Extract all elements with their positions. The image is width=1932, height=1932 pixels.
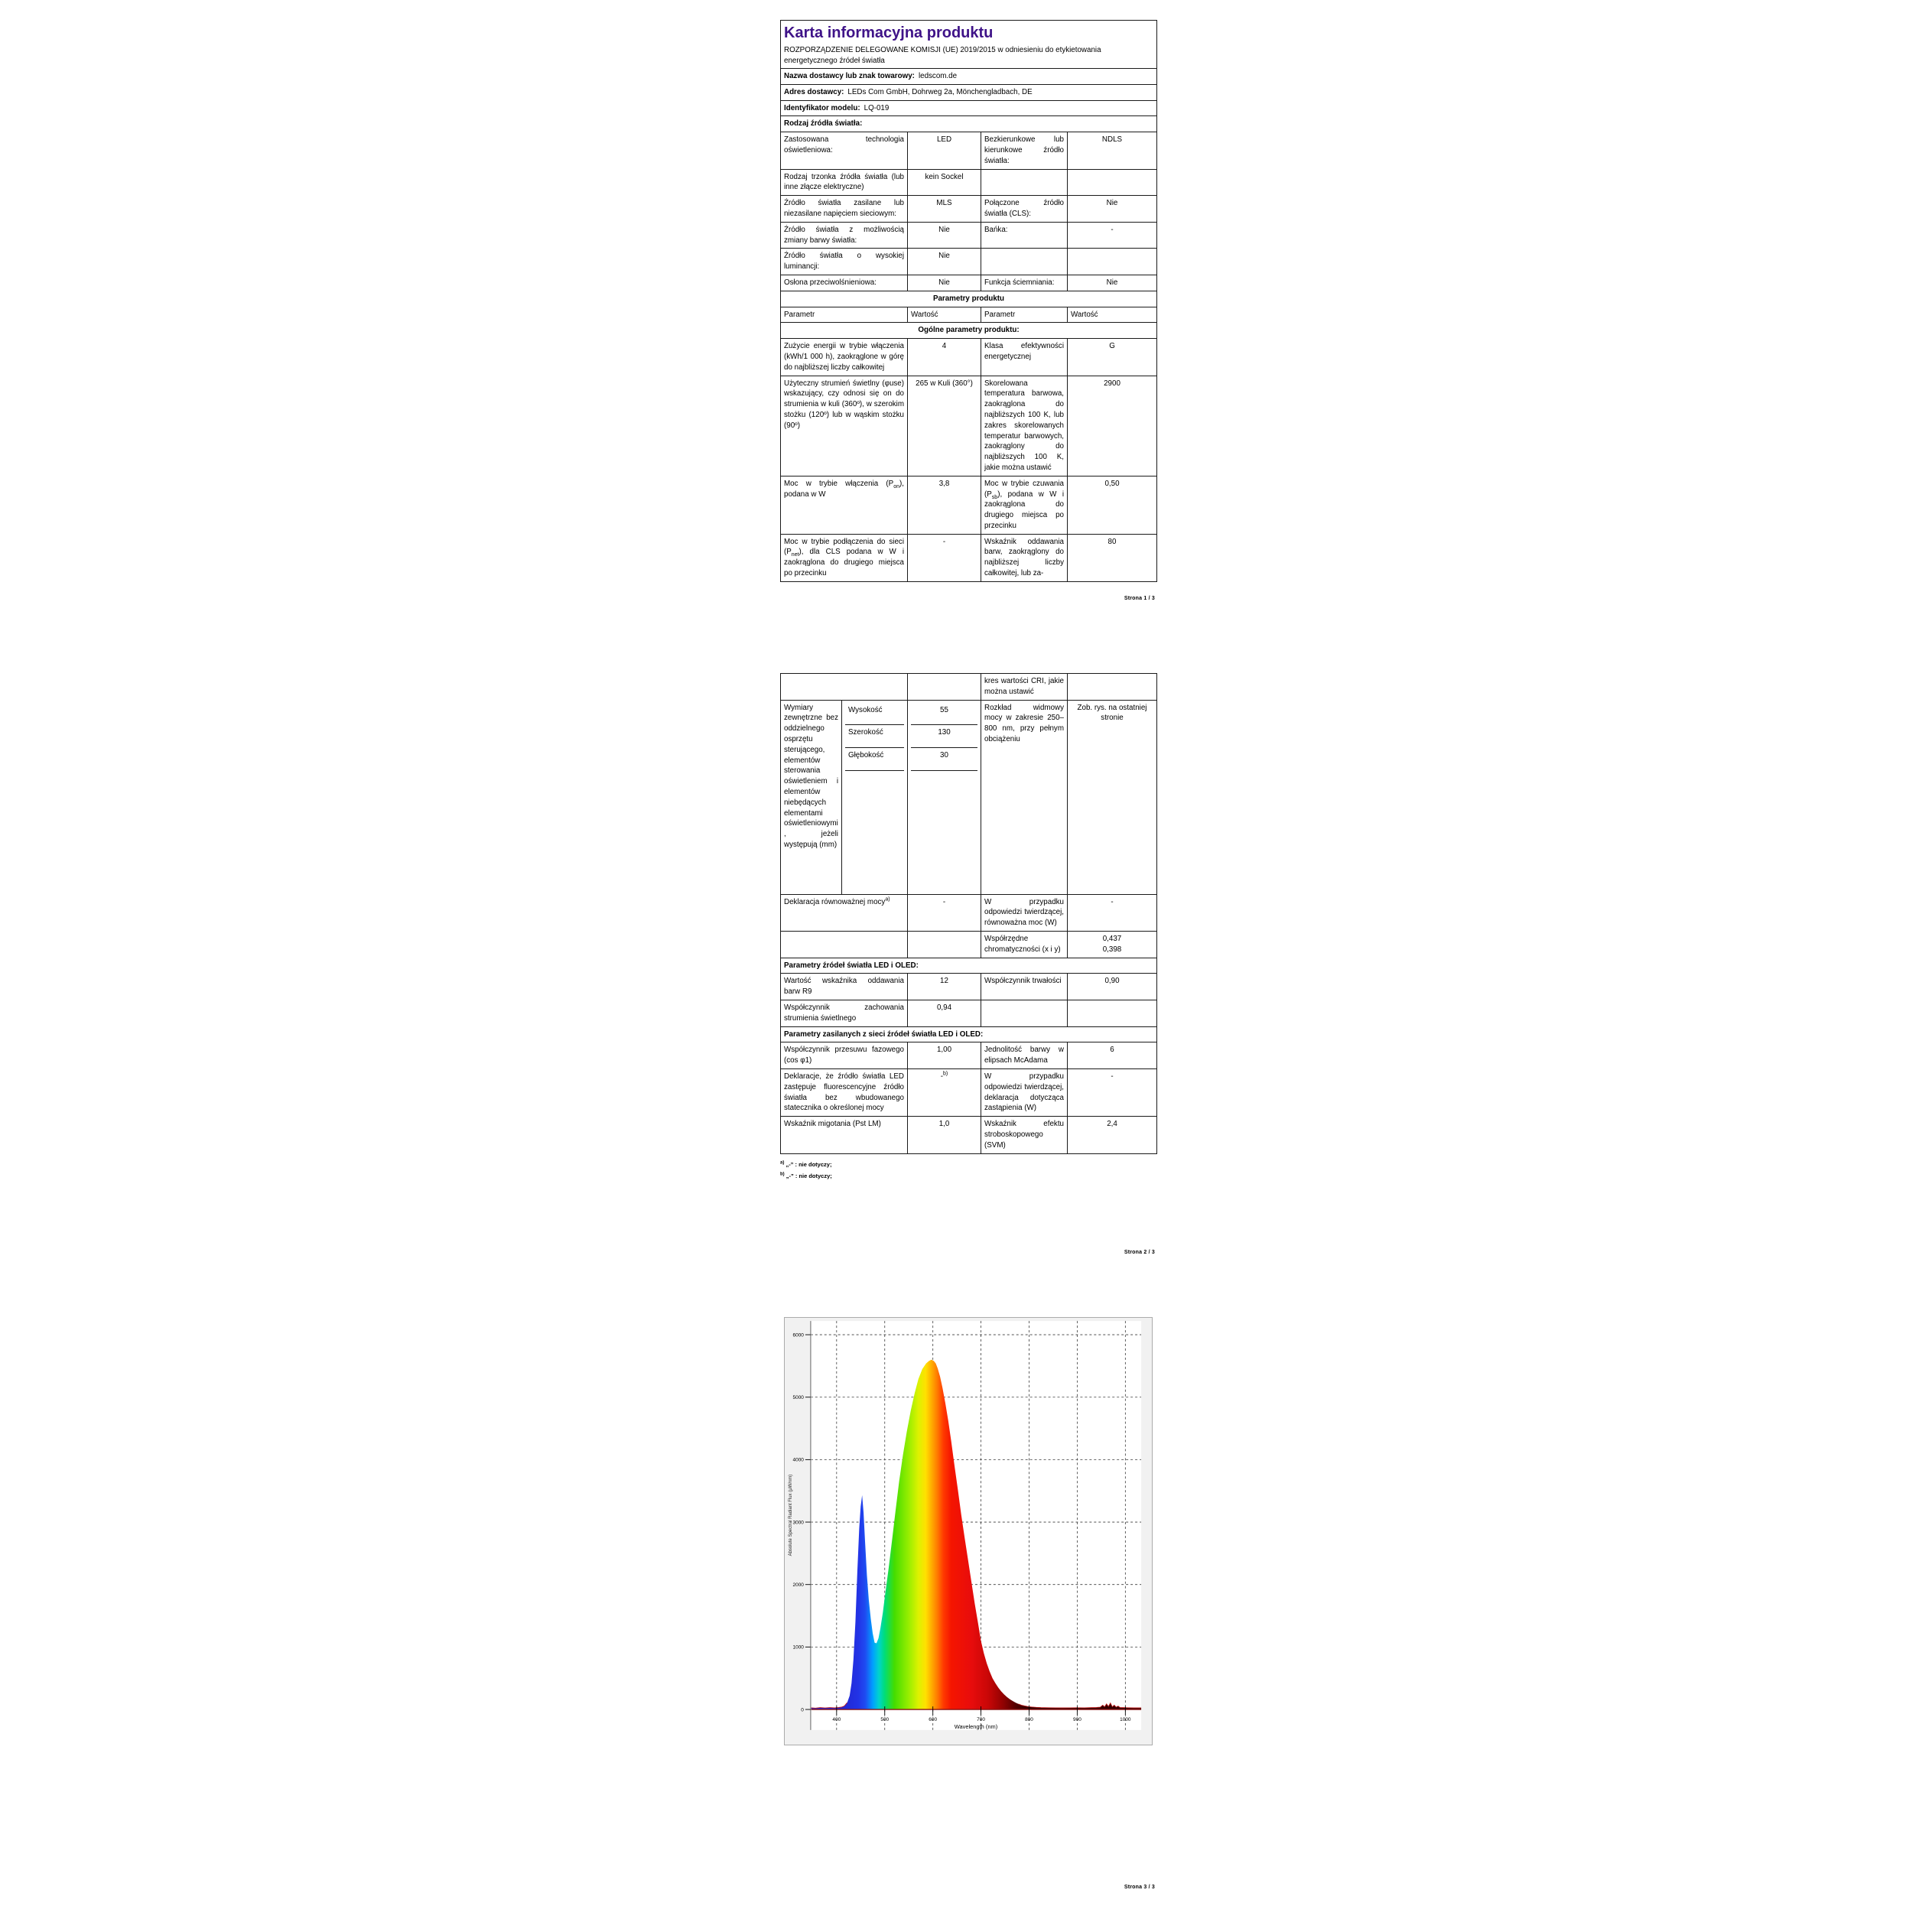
param-label-cell: Jednolitość barwy w elipsach McAdama — [981, 1042, 1068, 1069]
table-row — [781, 275, 1157, 291]
param-label-cell: Rodzaj trzonka źródła światła (lub inne złącze elektryczne) — [781, 169, 908, 196]
param-label-cell: kres wartości CRI, jakie można ustawić — [981, 674, 1068, 701]
svg-text:3000: 3000 — [792, 1520, 804, 1526]
param-label-cell: Połączone źródło światła (CLS): — [981, 196, 1068, 223]
address-value: LEDs Com GmbH, Dohrweg 2a, Mönchengladbach, DE — [847, 87, 1033, 96]
param-label-cell: Współczynnik zachowania strumienia świetlnego — [781, 1000, 908, 1026]
param-label-cell: Deklaracje, że źródło światła LED zastępuje fluorescencyjne źródło światła bez wbudowanego statecznika o określonej mocy — [781, 1068, 908, 1116]
param-value-cell: - — [908, 894, 981, 931]
svg-text:800: 800 — [1025, 1716, 1033, 1722]
param-value-cell: 0,94 — [908, 1000, 981, 1026]
svg-text:1000: 1000 — [792, 1644, 804, 1651]
param-value-cell: - — [1068, 894, 1157, 931]
column-header: Wartość — [908, 307, 981, 323]
param-label-cell — [781, 674, 908, 701]
spectral-power-distribution-chart — [784, 1317, 1153, 1745]
section-header: Parametry produktu — [781, 291, 1157, 307]
svg-text:1000: 1000 — [1120, 1716, 1131, 1722]
product-sheet-table-page2 — [780, 673, 1157, 1154]
section-header: Parametry źródeł światła LED i OLED: — [781, 958, 1157, 974]
param-label-cell — [981, 1000, 1068, 1026]
table-row — [781, 534, 1157, 581]
table-row — [781, 100, 1157, 116]
param-value-cell: - — [1068, 1068, 1157, 1116]
section-header-row — [781, 1026, 1157, 1042]
param-label-cell: Rozkład widmowy mocy w zakresie 250–800 nm, przy pełnym obciążeniu — [981, 700, 1068, 894]
param-label-cell: Klasa efektywności energetycznej — [981, 339, 1068, 376]
table-row — [781, 674, 1157, 701]
param-label-cell: Współczynnik trwałości — [981, 974, 1068, 1000]
dimensions-label-cell: Wymiary zewnętrzne bez oddzielnego osprzętu sterującego, elementów sterowania oświetleniem i elementów niebędących elementami oświetleniowymi, jeżeli występują (mm) — [781, 700, 842, 894]
product-sheet-table-page1 — [780, 20, 1157, 582]
svg-text:700: 700 — [977, 1716, 985, 1722]
source-type-cell — [781, 116, 1157, 132]
param-label-cell: W przypadku odpowiedzi twierdzącej, równoważna moc (W) — [981, 894, 1068, 931]
chromaticity-y: 0,398 — [1102, 945, 1122, 954]
table-row — [781, 376, 1157, 476]
table-row — [781, 339, 1157, 376]
svg-text:Wavelength (nm): Wavelength (nm) — [954, 1722, 998, 1730]
param-label-cell: Źródło światła zasilane lub niezasilane napięciem sieciowym: — [781, 196, 908, 223]
param-label-cell — [781, 931, 908, 958]
table-row — [781, 222, 1157, 249]
column-header: Parametr — [981, 307, 1068, 323]
param-label-cell — [981, 169, 1068, 196]
table-row — [781, 1117, 1157, 1153]
page-footer: Strona 1 / 3 — [1124, 596, 1155, 601]
svg-text:5000: 5000 — [792, 1395, 804, 1401]
param-value-cell: Nie — [1068, 196, 1157, 223]
page-footer: Strona 2 / 3 — [1124, 1250, 1155, 1255]
param-label-cell: Współrzędne chromatyczności (x i y) — [981, 931, 1068, 958]
param-value-cell — [1068, 1000, 1157, 1026]
spd-chart-svg — [785, 1318, 1152, 1745]
param-value-cell — [1068, 674, 1157, 701]
page-footer: Strona 3 / 3 — [1124, 1885, 1155, 1890]
dimension-value: 130 — [911, 725, 977, 748]
table-row — [781, 1042, 1157, 1069]
param-value-cell: 3,8 — [908, 476, 981, 534]
footnote-a: $^{a)}$ „-” : nie dotyczy; — [780, 1160, 832, 1168]
column-header: Parametr — [781, 307, 908, 323]
param-value-cell: Nie — [908, 275, 981, 291]
section-header-row — [781, 958, 1157, 974]
chromaticity-x: 0,437 — [1102, 934, 1122, 943]
param-value-cell: 4 — [908, 339, 981, 376]
param-label-cell: Wskaźnik oddawania barw, zaokrąglony do najbliższej liczby całkowitej, lub za- — [981, 534, 1068, 581]
param-value-cell: 0,50 — [1068, 476, 1157, 534]
param-label-cell: Użyteczny strumień świetlny (φuse) wskazujący, czy odnosi się on do strumienia w kuli (360º), w szerokim stożku (120º) lub w wąskim stożku (90º) — [781, 376, 908, 476]
address-label: Adres dostawcy: — [784, 87, 844, 96]
param-label-cell: Osłona przeciwolśnieniowa: — [781, 275, 908, 291]
param-value-cell: 1,00 — [908, 1042, 981, 1069]
supplier-label: Nazwa dostawcy lub znak towarowy: — [784, 72, 915, 80]
svg-text:4000: 4000 — [792, 1457, 804, 1463]
param-label-cell: Funkcja ściemniania: — [981, 275, 1068, 291]
param-value-cell: 6 — [1068, 1042, 1157, 1069]
supplier-cell — [781, 69, 1157, 85]
param-label-cell: Bańka: — [981, 222, 1068, 249]
table-row — [781, 1068, 1157, 1116]
param-label-cell: Moc w trybie podłączenia do sieci $(P_{net})$, dla CLS podana w W i zaokrąglona do drugiego miejsca po przecinku — [781, 534, 908, 581]
table-row — [781, 476, 1157, 534]
param-label-cell: Źródło światła o wysokiej luminancji: — [781, 249, 908, 275]
table-row — [781, 132, 1157, 169]
column-header: Wartość — [1068, 307, 1157, 323]
page-title: Karta informacyjna produktu — [784, 24, 994, 41]
supplier-value: ledscom.de — [918, 72, 958, 80]
dimension-value: 30 — [911, 748, 977, 771]
param-label-cell: Moc w trybie włączenia $(P_{on})$, podana w W — [781, 476, 908, 534]
dimension-keys-cell — [842, 700, 908, 894]
param-value-cell — [908, 931, 981, 958]
param-value-cell: 2900 — [1068, 376, 1157, 476]
param-label-cell: Zużycie energii w trybie włączenia (kWh/1 000 h), zaokrąglone w górę do najbliższej liczby całkowitej — [781, 339, 908, 376]
param-value-cell: 12 — [908, 974, 981, 1000]
param-value-cell: 265 w Kuli (360°) — [908, 376, 981, 476]
param-value-cell: MLS — [908, 196, 981, 223]
param-value-cell — [1068, 931, 1157, 958]
param-value-cell: G — [1068, 339, 1157, 376]
table-row — [781, 196, 1157, 223]
table-row — [781, 249, 1157, 275]
param-label-cell — [981, 249, 1068, 275]
param-value-cell: 2,4 — [1068, 1117, 1157, 1153]
section-header-row — [781, 323, 1157, 339]
svg-text:0: 0 — [801, 1707, 804, 1713]
title-cell — [781, 21, 1157, 69]
svg-text:2000: 2000 — [792, 1582, 804, 1588]
svg-text:500: 500 — [880, 1716, 890, 1722]
column-header-row — [781, 307, 1157, 323]
param-value-cell: Zob. rys. na ostatniej stronie — [1068, 700, 1157, 894]
svg-text:600: 600 — [929, 1716, 938, 1722]
param-value-cell: 80 — [1068, 534, 1157, 581]
param-value-cell: LED — [908, 132, 981, 169]
param-value-cell: Nie — [908, 222, 981, 249]
model-id-label: Identyfikator modelu: — [784, 103, 860, 112]
param-label-cell: Deklaracja równoważnej mocy$^{a)}$ — [781, 894, 908, 931]
table-row — [781, 69, 1157, 85]
section-header: Parametry zasilanych z sieci źródeł światła LED i OLED: — [781, 1026, 1157, 1042]
source-type-label: Rodzaj źródła światła: — [784, 119, 863, 128]
model-id-value: LQ-019 — [864, 103, 890, 112]
param-value-cell — [1068, 249, 1157, 275]
param-label-cell: Wskaźnik efektu stroboskopowego (SVM) — [981, 1117, 1068, 1153]
svg-text:Absolute Spectral Radiant Flux: Absolute Spectral Radiant Flux (µW/nm) — [788, 1474, 793, 1556]
svg-text:400: 400 — [832, 1716, 841, 1722]
model-id-cell — [781, 100, 1157, 116]
dimension-key: Wysokość — [845, 703, 904, 726]
param-value-cell: -$^{b)}$ — [908, 1068, 981, 1116]
footnote-b: $^{b)}$ „-” : nie dotyczy; — [780, 1172, 832, 1179]
table-row — [781, 894, 1157, 931]
param-value-cell: Nie — [908, 249, 981, 275]
table-row — [781, 84, 1157, 100]
table-row — [781, 931, 1157, 958]
param-label-cell: Zastosowana technologia oświetleniowa: — [781, 132, 908, 169]
table-row — [781, 116, 1157, 132]
page-2 — [780, 673, 1156, 1181]
param-value-cell: Nie — [1068, 275, 1157, 291]
param-label-cell: Moc w trybie czuwania $(P_{sb})$, podana w W i zaokrąglona do drugiego miejsca po przecinku — [981, 476, 1068, 534]
dimension-values-cell — [908, 700, 981, 894]
title-row — [781, 21, 1157, 69]
param-value-cell — [1068, 169, 1157, 196]
param-label-cell: Źródło światła z możliwością zmiany barwy światła: — [781, 222, 908, 249]
param-label-cell: W przypadku odpowiedzi twierdzącej, deklaracja dotycząca zastąpienia (W) — [981, 1068, 1068, 1116]
param-value-cell: NDLS — [1068, 132, 1157, 169]
param-value-cell: - — [908, 534, 981, 581]
param-label-cell: Wskaźnik migotania (Pst LM) — [781, 1117, 908, 1153]
regulation-subtitle: ROZPORZĄDZENIE DELEGOWANE KOMISJI (UE) 2019/2015 w odniesieniu do etykietowania energetycznego źródeł światła — [784, 46, 1101, 65]
table-row — [781, 169, 1157, 196]
param-label-cell: Bezkierunkowe lub kierunkowe źródło światła: — [981, 132, 1068, 169]
dimension-key: Szerokość — [845, 725, 904, 748]
section-header: Ogólne parametry produktu: — [781, 323, 1157, 339]
table-row — [781, 974, 1157, 1000]
param-label-cell: Współczynnik przesuwu fazowego (cos φ1) — [781, 1042, 908, 1069]
param-value-cell: 1,0 — [908, 1117, 981, 1153]
param-value-cell: 0,90 — [1068, 974, 1157, 1000]
svg-text:6000: 6000 — [792, 1332, 804, 1338]
param-value-cell: - — [1068, 222, 1157, 249]
param-value-cell — [908, 674, 981, 701]
dimension-key: Głębokość — [845, 748, 904, 771]
svg-text:900: 900 — [1073, 1716, 1081, 1722]
section-header-row — [781, 291, 1157, 307]
address-cell — [781, 84, 1157, 100]
table-row — [781, 1000, 1157, 1026]
param-label-cell: Skorelowana temperatura barwowa, zaokrąglona do najbliższych 100 K, lub zakres skorelowanych temperatur barwowych, zaokrąglony do najbliższych 100 K, jakie można ustawić — [981, 376, 1068, 476]
page-1 — [780, 20, 1156, 582]
dimension-value: 55 — [911, 703, 977, 726]
param-label-cell: Wartość wskaźnika oddawania barw R9 — [781, 974, 908, 1000]
dimensions-row — [781, 700, 1157, 894]
param-value-cell: kein Sockel — [908, 169, 981, 196]
